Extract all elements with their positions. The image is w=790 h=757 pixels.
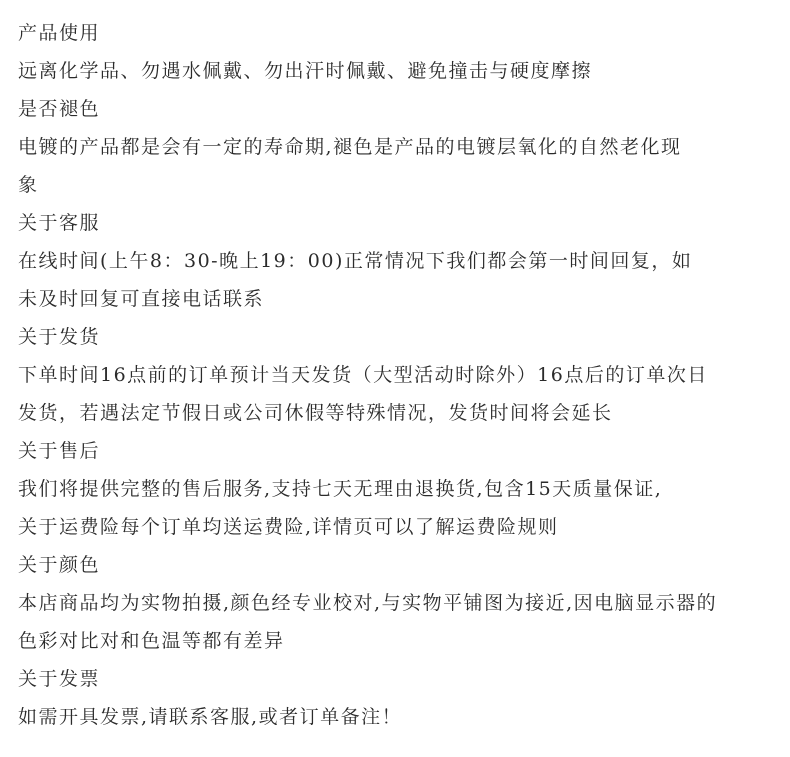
- fading-text-line-1: 电镀的产品都是会有一定的寿命期,褪色是产品的电镀层氧化的自然老化现: [18, 136, 682, 158]
- invoice-text: 如需开具发票,请联系客服,或者订单备注！: [18, 706, 403, 728]
- color-text-line-1: 本店商品均为实物拍摄,颜色经专业校对,与实物平铺图为接近,因电脑显示器的: [18, 592, 718, 614]
- section-heading-color: 关于颜色: [18, 554, 101, 576]
- section-heading-customer-service: 关于客服: [18, 212, 101, 234]
- section-heading-product-use: 产品使用: [18, 22, 101, 44]
- color-text-line-2: 色彩对比对和色温等都有差异: [18, 630, 285, 652]
- product-use-text: 远离化学品、勿遇水佩戴、勿出汗时佩戴、避免撞击与硬度摩擦: [18, 60, 593, 82]
- shipping-text-line-2: 发货，若遇法定节假日或公司休假等特殊情况，发货时间将会延长: [18, 402, 613, 424]
- section-heading-shipping: 关于发货: [18, 326, 101, 348]
- shipping-text-line-1: 下单时间16点前的订单预计当天发货（大型活动时除外）16点后的订单次日: [18, 364, 708, 386]
- section-heading-fading: 是否褪色: [18, 98, 101, 120]
- customer-service-text-line-1: 在线时间(上午8：30-晚上19：00)正常情况下我们都会第一时间回复，如: [18, 250, 693, 272]
- customer-service-text-line-2: 未及时回复可直接电话联系: [18, 288, 265, 310]
- after-sales-text-line-1: 我们将提供完整的售后服务,支持七天无理由退换货,包含15天质量保证,: [18, 478, 663, 500]
- section-heading-invoice: 关于发票: [18, 668, 101, 690]
- after-sales-text-line-2: 关于运费险每个订单均送运费险,详情页可以了解运费险规则: [18, 516, 559, 538]
- section-heading-after-sales: 关于售后: [18, 440, 101, 462]
- fading-text-line-2: 象: [18, 174, 39, 196]
